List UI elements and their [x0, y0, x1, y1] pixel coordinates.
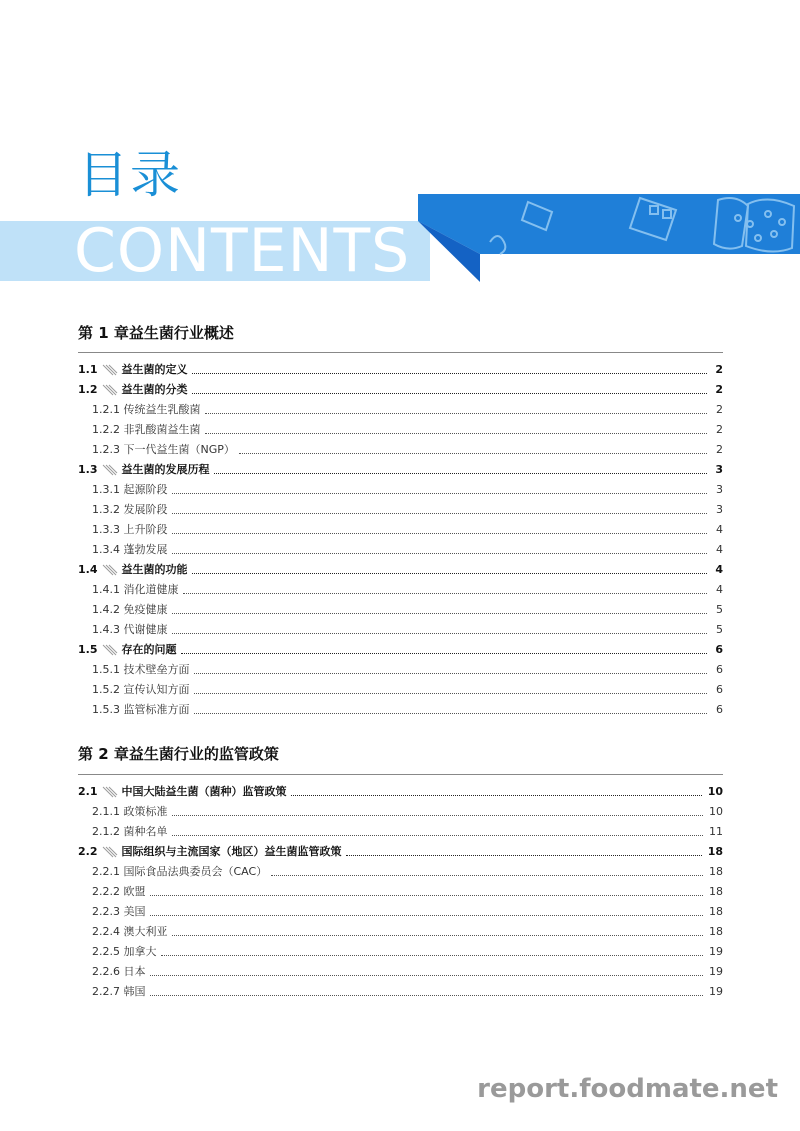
toc-dot-leader — [214, 473, 708, 474]
toc-page-number: 2 — [715, 383, 723, 396]
toc-dot-leader — [172, 493, 708, 494]
toc-subsection-entry[interactable] — [78, 437, 723, 457]
toc-subsection-entry[interactable] — [78, 517, 723, 537]
toc-dot-leader — [172, 815, 704, 816]
toc-entry-text: 美国 — [123, 905, 146, 918]
toc-dot-leader — [150, 995, 704, 996]
toc-entry-label — [78, 683, 190, 697]
toc-dot-leader — [183, 593, 708, 594]
toc-entry-number: 1.5 — [78, 643, 98, 656]
toc-entry-text: 发展阶段 — [123, 503, 168, 516]
banner-illustration — [418, 194, 800, 282]
toc-entry-text: 益生菌的发展历程 — [121, 463, 210, 476]
toc-entry-label — [78, 423, 201, 437]
toc-entry-number: 1.1 — [78, 363, 98, 376]
toc-entry-text: 宣传认知方面 — [123, 683, 190, 696]
toc-page-number: 5 — [716, 603, 723, 616]
toc-entry-number: 1.3 — [78, 463, 98, 476]
toc-entry-label — [78, 703, 190, 717]
toc-dot-leader — [205, 413, 708, 414]
toc-dot-leader — [239, 453, 707, 454]
toc-entry-label — [78, 483, 168, 497]
toc-page-number: 6 — [716, 663, 723, 676]
toc-entry-text: 政策标准 — [123, 805, 168, 818]
toc-entry-number: 1.5.2 — [92, 683, 120, 696]
toc-entry-text: 下一代益生菌（NGP） — [123, 443, 235, 456]
toc-section-entry[interactable] — [78, 357, 723, 377]
toc-entry-text: 中国大陆益生菌（菌种）监管政策 — [121, 785, 287, 798]
hatch-divider-icon — [102, 364, 118, 376]
toc-subsection-entry[interactable] — [78, 577, 723, 597]
toc-section-entry[interactable] — [78, 637, 723, 657]
toc-entry-label — [78, 785, 287, 799]
toc-entry-number: 2.2.3 — [92, 905, 120, 918]
toc-dot-leader — [172, 633, 708, 634]
toc-entry-label — [78, 865, 267, 879]
toc-entry-number: 2.2.1 — [92, 865, 120, 878]
toc-page-number: 4 — [715, 563, 723, 576]
toc-subsection-entry[interactable] — [78, 799, 723, 819]
toc-page-number: 10 — [709, 805, 723, 818]
toc-entry-label — [78, 985, 146, 999]
toc-entry-number: 2.1.2 — [92, 825, 120, 838]
toc-entry-label — [78, 503, 168, 517]
toc-entry-text: 非乳酸菌益生菌 — [123, 423, 201, 436]
toc-entry-text: 上升阶段 — [123, 523, 168, 536]
toc-dot-leader — [172, 835, 704, 836]
toc-page-number: 18 — [707, 845, 723, 858]
toc-subsection-entry[interactable] — [78, 939, 723, 959]
toc-dot-leader — [150, 915, 704, 916]
toc-page-number: 4 — [716, 523, 723, 536]
toc-entry-number: 1.4.2 — [92, 603, 120, 616]
watermark: report.foodmate.net — [477, 1074, 778, 1104]
toc-entry-text: 澳大利亚 — [123, 925, 168, 938]
toc-subsection-entry[interactable] — [78, 879, 723, 899]
toc-entry-number: 2.2.4 — [92, 925, 120, 938]
toc-subsection-entry[interactable] — [78, 397, 723, 417]
chapter-2-toc — [78, 774, 723, 999]
chapter-2-rule — [78, 774, 723, 775]
toc-entry-number: 1.3.2 — [92, 503, 120, 516]
toc-dot-leader — [192, 573, 708, 574]
hatch-divider-icon — [102, 384, 118, 396]
toc-section-entry[interactable] — [78, 839, 723, 859]
toc-dot-leader — [181, 653, 708, 654]
toc-page-number: 5 — [716, 623, 723, 636]
toc-entry-label — [78, 443, 235, 457]
toc-entry-text: 韩国 — [123, 985, 146, 998]
toc-entry-text: 加拿大 — [123, 945, 157, 958]
toc-subsection-entry[interactable] — [78, 657, 723, 677]
toc-page-number: 19 — [709, 945, 723, 958]
toc-page-number: 18 — [709, 885, 723, 898]
toc-subsection-entry[interactable] — [78, 919, 723, 939]
toc-entry-label — [78, 805, 168, 819]
toc-entry-number: 1.5.3 — [92, 703, 120, 716]
toc-entry-text: 起源阶段 — [123, 483, 168, 496]
toc-page-number: 6 — [716, 683, 723, 696]
toc-page-number: 3 — [716, 503, 723, 516]
toc-entry-label — [78, 965, 146, 979]
toc-subsection-entry[interactable] — [78, 979, 723, 999]
toc-entry-number: 2.2.6 — [92, 965, 120, 978]
toc-entry-label — [78, 643, 177, 657]
toc-subsection-entry[interactable] — [78, 819, 723, 839]
toc-dot-leader — [172, 613, 708, 614]
toc-entry-label — [78, 663, 190, 677]
toc-entry-text: 益生菌的分类 — [121, 383, 188, 396]
toc-entry-label — [78, 363, 188, 377]
toc-page-number: 18 — [709, 865, 723, 878]
toc-entry-label — [78, 945, 157, 959]
toc-section-entry[interactable] — [78, 779, 723, 799]
toc-entry-number: 1.3.1 — [92, 483, 120, 496]
toc-entry-number: 1.2.2 — [92, 423, 120, 436]
toc-page-number: 2 — [716, 443, 723, 456]
toc-dot-leader — [161, 955, 704, 956]
toc-page-number: 2 — [716, 403, 723, 416]
toc-entry-label — [78, 563, 188, 577]
toc-subsection-entry[interactable] — [78, 859, 723, 879]
toc-entry-text: 日本 — [123, 965, 146, 978]
toc-dot-leader — [346, 855, 702, 856]
toc-subsection-entry[interactable] — [78, 677, 723, 697]
toc-subsection-entry[interactable] — [78, 597, 723, 617]
toc-entry-label — [78, 623, 168, 637]
toc-entry-number: 1.4 — [78, 563, 98, 576]
hatch-divider-icon — [102, 846, 118, 858]
toc-dot-leader — [172, 553, 708, 554]
toc-entry-number: 1.2 — [78, 383, 98, 396]
toc-dot-leader — [172, 513, 708, 514]
toc-page-number: 18 — [709, 905, 723, 918]
toc-dot-leader — [150, 895, 704, 896]
toc-entry-label — [78, 825, 168, 839]
toc-page-number: 3 — [716, 483, 723, 496]
toc-entry-number: 1.5.1 — [92, 663, 120, 676]
toc-subsection-entry[interactable] — [78, 959, 723, 979]
toc-page-number: 4 — [716, 583, 723, 596]
toc-entry-number: 2.2.7 — [92, 985, 120, 998]
toc-page-number: 3 — [715, 463, 723, 476]
toc-dot-leader — [194, 673, 708, 674]
toc-entry-text: 技术壁垒方面 — [123, 663, 190, 676]
toc-entry-number: 1.3.3 — [92, 523, 120, 536]
toc-dot-leader — [291, 795, 702, 796]
toc-subsection-entry[interactable] — [78, 617, 723, 637]
toc-entry-label — [78, 383, 188, 397]
hatch-divider-icon — [102, 464, 118, 476]
toc-entry-text: 代谢健康 — [123, 623, 168, 636]
toc-subsection-entry[interactable] — [78, 417, 723, 437]
toc-entry-label — [78, 925, 168, 939]
toc-dot-leader — [271, 875, 703, 876]
toc-entry-text: 免疫健康 — [123, 603, 168, 616]
toc-entry-text: 菌种名单 — [123, 825, 168, 838]
toc-entry-number: 1.4.1 — [92, 583, 120, 596]
toc-page-number: 2 — [716, 423, 723, 436]
toc-entry-number: 2.1.1 — [92, 805, 120, 818]
toc-entry-label — [78, 845, 342, 859]
toc-entry-number: 2.2 — [78, 845, 98, 858]
chapter-1-title: 第 1 章益生菌行业概述 — [78, 324, 234, 342]
toc-subsection-entry[interactable] — [78, 537, 723, 557]
toc-entry-label — [78, 583, 179, 597]
toc-dot-leader — [172, 935, 704, 936]
toc-entry-text: 存在的问题 — [121, 643, 177, 656]
chapter-1-rule — [78, 352, 723, 353]
toc-page-number: 6 — [715, 643, 723, 656]
toc-entry-text: 益生菌的定义 — [121, 363, 188, 376]
toc-dot-leader — [205, 433, 708, 434]
hatch-divider-icon — [102, 644, 118, 656]
toc-page-number: 19 — [709, 985, 723, 998]
toc-page-number: 10 — [707, 785, 723, 798]
toc-entry-number: 2.1 — [78, 785, 98, 798]
toc-entry-text: 欧盟 — [123, 885, 146, 898]
toc-page-number: 11 — [709, 825, 723, 838]
toc-section-entry[interactable] — [78, 457, 723, 477]
toc-subsection-entry[interactable] — [78, 899, 723, 919]
toc-entry-label — [78, 403, 201, 417]
hatch-divider-icon — [102, 564, 118, 576]
toc-entry-label — [78, 523, 168, 537]
toc-page-number: 2 — [715, 363, 723, 376]
toc-entry-label — [78, 543, 168, 557]
toc-entry-text: 国际食品法典委员会（CAC） — [123, 865, 268, 878]
toc-entry-text: 消化道健康 — [123, 583, 179, 596]
toc-subsection-entry[interactable] — [78, 697, 723, 717]
toc-section-entry[interactable] — [78, 557, 723, 577]
toc-page-number: 6 — [716, 703, 723, 716]
toc-entry-number: 1.2.3 — [92, 443, 120, 456]
toc-entry-number: 1.3.4 — [92, 543, 120, 556]
toc-dot-leader — [172, 533, 708, 534]
toc-dot-leader — [194, 713, 708, 714]
toc-dot-leader — [150, 975, 704, 976]
page-title-en: CONTENTS — [74, 216, 411, 286]
toc-section-entry[interactable] — [78, 377, 723, 397]
toc-page-number: 19 — [709, 965, 723, 978]
toc-dot-leader — [192, 393, 708, 394]
toc-entry-label — [78, 603, 168, 617]
toc-dot-leader — [194, 693, 708, 694]
toc-entry-text: 监管标准方面 — [123, 703, 190, 716]
toc-dot-leader — [192, 373, 708, 374]
toc-entry-label — [78, 885, 146, 899]
toc-entry-number: 2.2.5 — [92, 945, 120, 958]
toc-subsection-entry[interactable] — [78, 477, 723, 497]
hatch-divider-icon — [102, 786, 118, 798]
toc-entry-text: 蓬勃发展 — [123, 543, 168, 556]
toc-page-number: 18 — [709, 925, 723, 938]
toc-entry-number: 1.2.1 — [92, 403, 120, 416]
toc-entry-text: 传统益生乳酸菌 — [123, 403, 201, 416]
toc-page-number: 4 — [716, 543, 723, 556]
chapter-1-toc — [78, 352, 723, 717]
toc-entry-text: 益生菌的功能 — [121, 563, 188, 576]
page-title-cn: 目录 — [78, 146, 182, 204]
toc-entry-label — [78, 905, 146, 919]
toc-entry-label — [78, 463, 210, 477]
toc-entry-text: 国际组织与主流国家（地区）益生菌监管政策 — [121, 845, 342, 858]
toc-entry-number: 1.4.3 — [92, 623, 120, 636]
toc-subsection-entry[interactable] — [78, 497, 723, 517]
chapter-2-title: 第 2 章益生菌行业的监管政策 — [78, 745, 279, 763]
toc-entry-number: 2.2.2 — [92, 885, 120, 898]
